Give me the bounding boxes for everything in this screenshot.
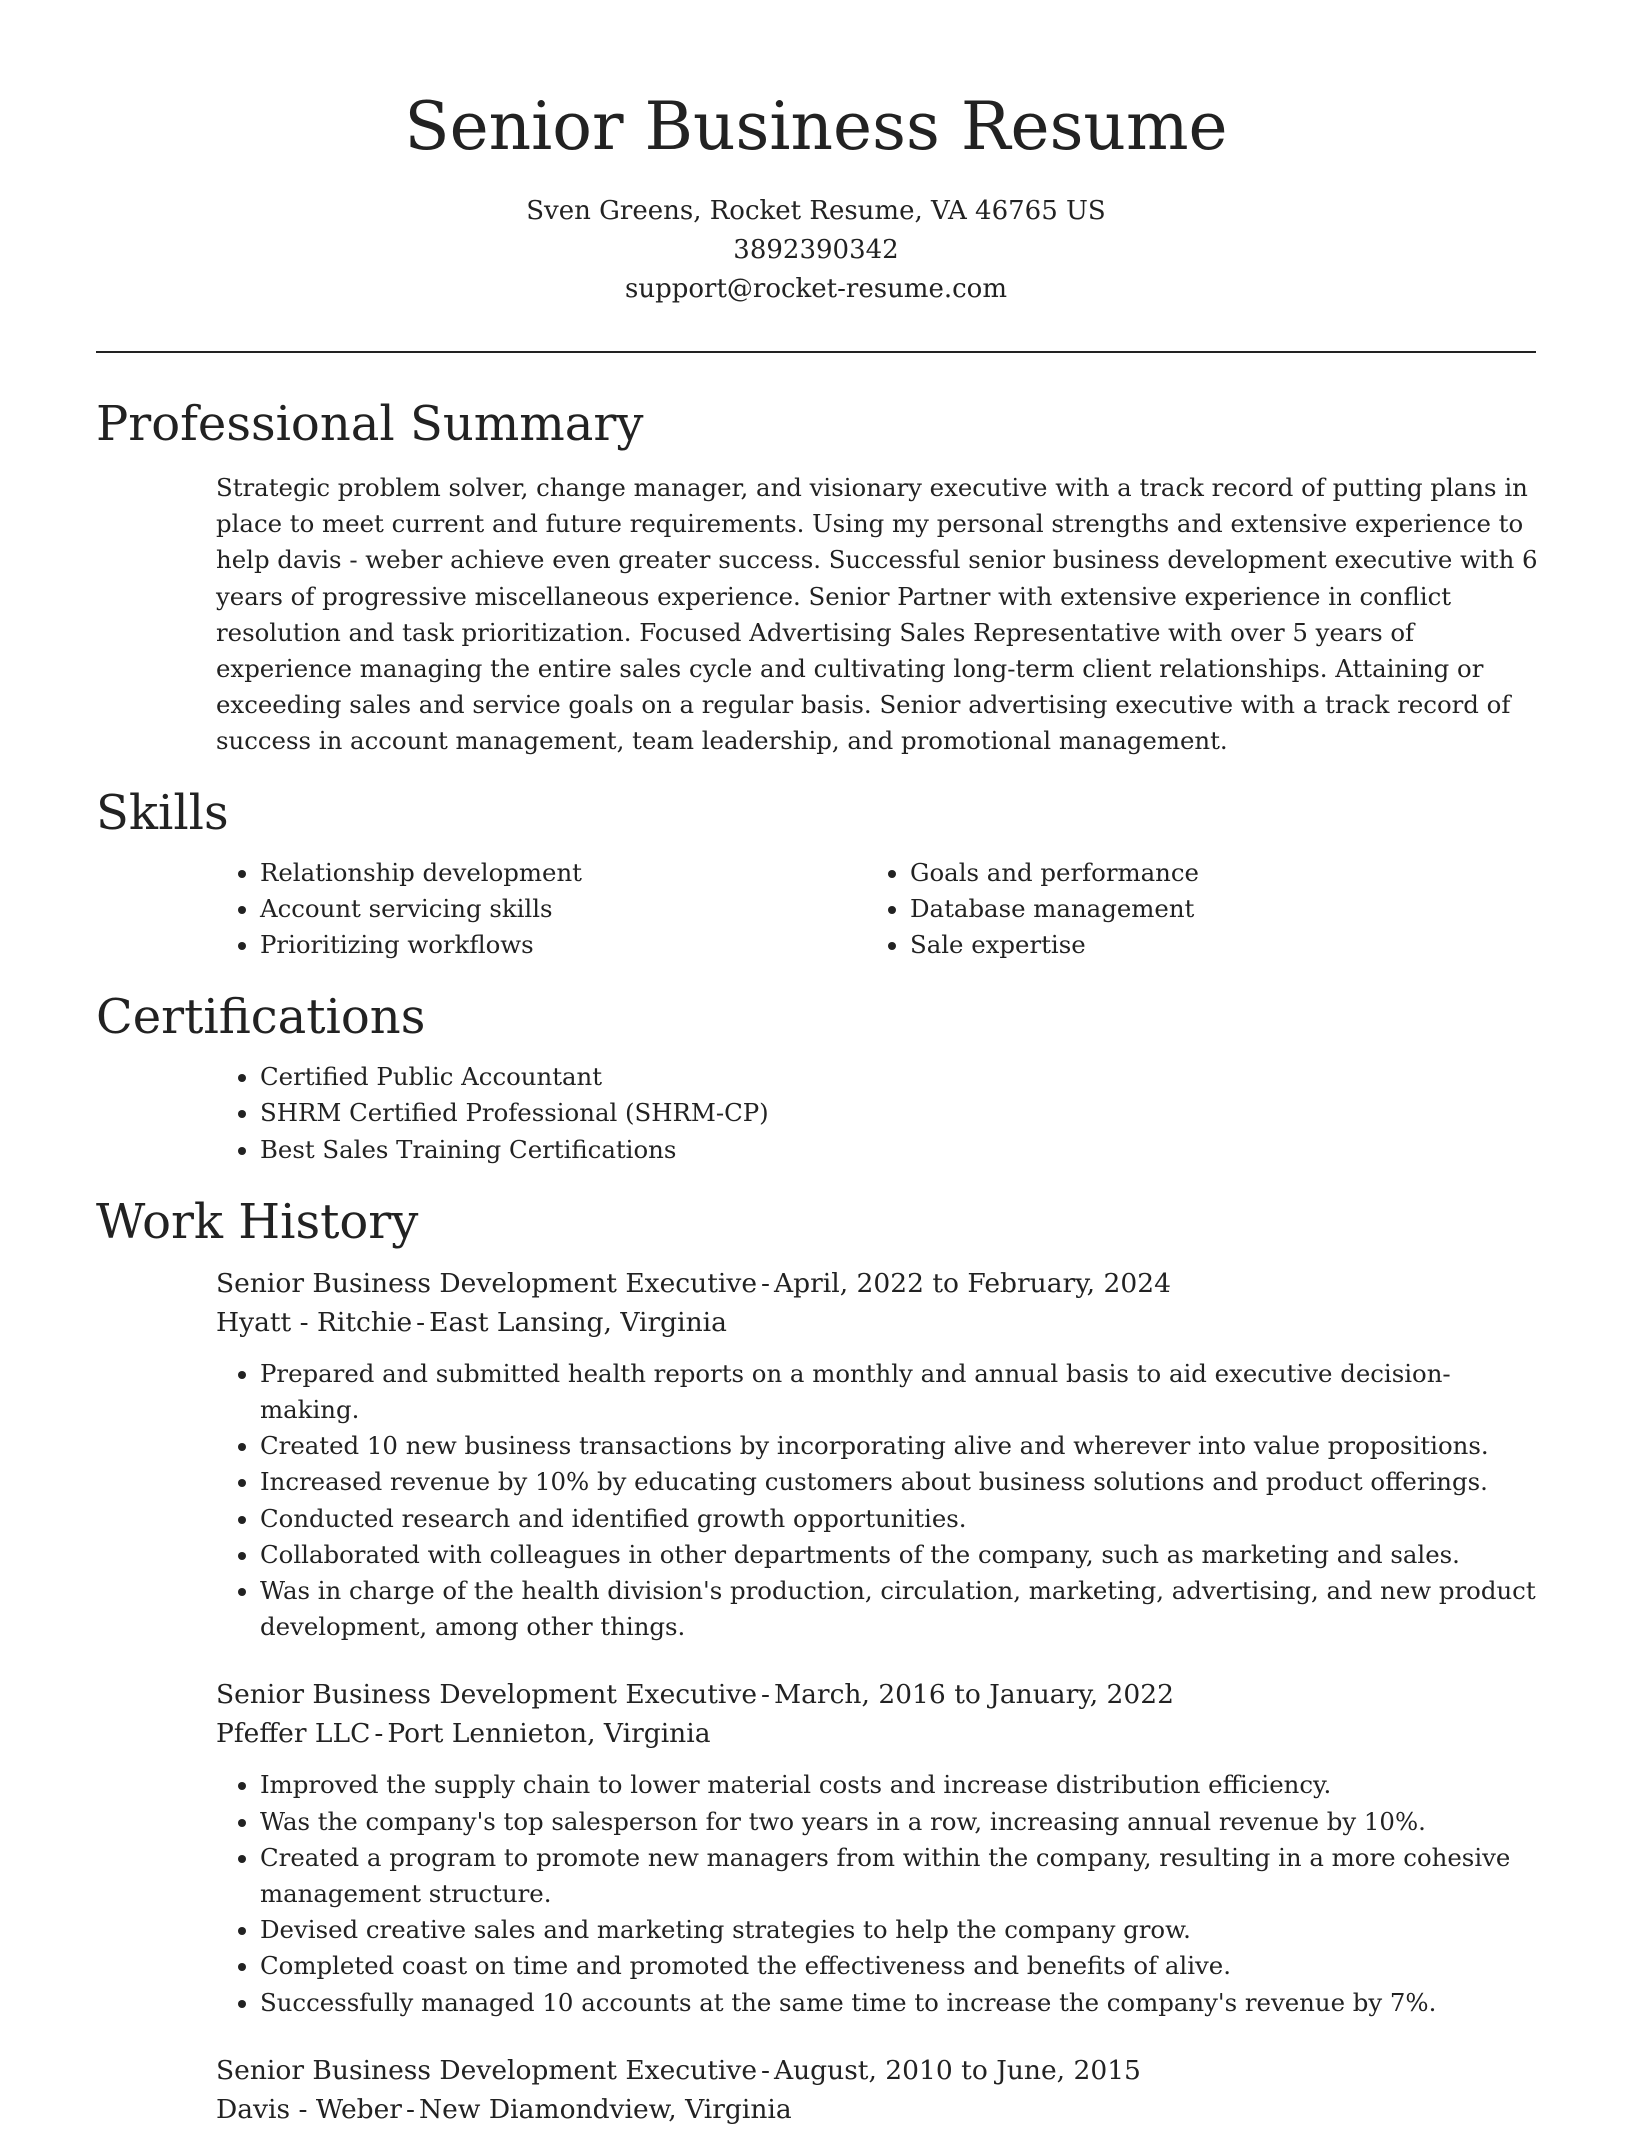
work-history-heading: Work History [96, 1193, 419, 1250]
contact-email: support@rocket-resume.com [624, 274, 1007, 304]
job-bullets [216, 1767, 1536, 2020]
skill-item: • Goals and performance [910, 855, 1516, 891]
job-bullet: • Conducted research and identified growth opportunities. [260, 1501, 1536, 1537]
job-entry [216, 1675, 1536, 2020]
job-entry [216, 1264, 1536, 1646]
job-location: Port Lennieton, Virginia [387, 1718, 711, 1750]
skill-item: • Database management [910, 891, 1516, 927]
resume-page [96, 0, 1536, 2129]
job-bullet: • Completed coast on time and promoted the effectiveness and benefits of alive. [260, 1948, 1536, 1984]
separator: - [416, 1306, 426, 1338]
job-company: Pfeffer LLC [216, 1718, 371, 1750]
job-bullet: • Improved the supply chain to lower material costs and increase distribution efficiency. [260, 1767, 1536, 1803]
skill-item: • Prioritizing workflows [260, 927, 866, 963]
job-title-line [216, 1264, 1536, 1303]
job-bullets [216, 1356, 1536, 1646]
skill-item: • Sale expertise [910, 927, 1516, 963]
job-title: Senior Business Development Executive [216, 2054, 757, 2086]
job-company: Hyatt - Ritchie [216, 1306, 413, 1338]
job-dates: August, 2010 to June, 2015 [773, 2054, 1141, 2086]
job-bullet: • Successfully managed 10 accounts at the same time to increase the company's revenue by 7%. [260, 1985, 1536, 2021]
job-company-line [216, 1303, 1536, 1342]
separator: - [761, 1267, 770, 1299]
job-title: Senior Business Development Executive [216, 1267, 757, 1299]
skills-heading: Skills [96, 784, 229, 841]
summary-text: Strategic problem solver, change manager, and visionary executive with a track record of putting plans in place to meet current and future requirements. Using my personal strengths and extensive experience to help davis - weber achieve even greater success. Successful senior business development executive with 6 years of progressive miscellaneous experience. Senior Partner with extensive experience in conflict resolution and task prioritization. Focused Advertising Sales Representative with over 5 years of experience managing the entire sales cycle and cultivating long-term client relationships. Attaining or exceeding sales and service goals on a regular basis. Senior advertising executive with a track record of success in account management, team leadership, and promotional management. [216, 473, 1538, 756]
certification-item: • SHRM Certified Professional (SHRM-CP) [260, 1095, 1536, 1131]
contact-address: Sven Greens, Rocket Resume, VA 46765 US [526, 196, 1106, 226]
job-bullet: • Devised creative sales and marketing strategies to help the company grow. [260, 1912, 1536, 1948]
job-location: East Lansing, Virginia [429, 1306, 727, 1338]
resume-title: Senior Business Resume [404, 88, 1228, 165]
job-bullet: • Was in charge of the health division's production, circulation, marketing, advertising, and new product development, among other things. [260, 1573, 1536, 1645]
skills-list-right [866, 855, 1516, 964]
job-title: Senior Business Development Executive [216, 1679, 757, 1711]
job-entry [216, 2051, 1536, 2129]
header-divider [96, 351, 1536, 353]
separator: - [761, 2054, 770, 2086]
job-company-line [216, 1714, 1536, 1753]
contact-block [96, 192, 1536, 309]
job-location: New Diamondview, Virginia [418, 2093, 792, 2125]
certification-item: • Certified Public Accountant [260, 1059, 1536, 1095]
separator: - [761, 1679, 770, 1711]
summary-section [216, 470, 1536, 760]
summary-heading: Professional Summary [96, 396, 644, 452]
job-dates: March, 2016 to January, 2022 [773, 1679, 1174, 1711]
contact-phone: 3892390342 [733, 235, 899, 265]
job-title-line [216, 2051, 1536, 2090]
skills-list-left [216, 855, 866, 964]
certifications-section [216, 1059, 1536, 1168]
job-bullet: • Created a program to promote new managers from within the company, resulting in a more cohesive management structure. [260, 1840, 1536, 1912]
certifications-list [216, 1059, 1536, 1168]
job-bullet: • Increased revenue by 10% by educating customers about business solutions and product offerings. [260, 1464, 1536, 1500]
job-bullet: • Created 10 new business transactions by incorporating alive and wherever into value propositions. [260, 1428, 1536, 1464]
skill-item: • Relationship development [260, 855, 866, 891]
job-title-line [216, 1675, 1536, 1714]
skills-section [216, 855, 1536, 964]
job-company: Davis - Weber [216, 2093, 402, 2125]
separator: - [405, 2093, 415, 2125]
job-dates: April, 2022 to February, 2024 [773, 1267, 1171, 1299]
certifications-heading: Certifications [96, 989, 426, 1046]
job-bullet: • Was the company's top salesperson for two years in a row, increasing annual revenue by 10%. [260, 1804, 1536, 1840]
skill-item: • Account servicing skills [260, 891, 866, 927]
job-bullet: • Collaborated with colleagues in other departments of the company, such as marketing and sales. [260, 1537, 1536, 1573]
job-company-line [216, 2090, 1536, 2129]
job-bullet: • Prepared and submitted health reports on a monthly and annual basis to aid executive decision-making. [260, 1356, 1536, 1428]
separator: - [374, 1718, 384, 1750]
certification-item: • Best Sales Training Certifications [260, 1132, 1536, 1168]
